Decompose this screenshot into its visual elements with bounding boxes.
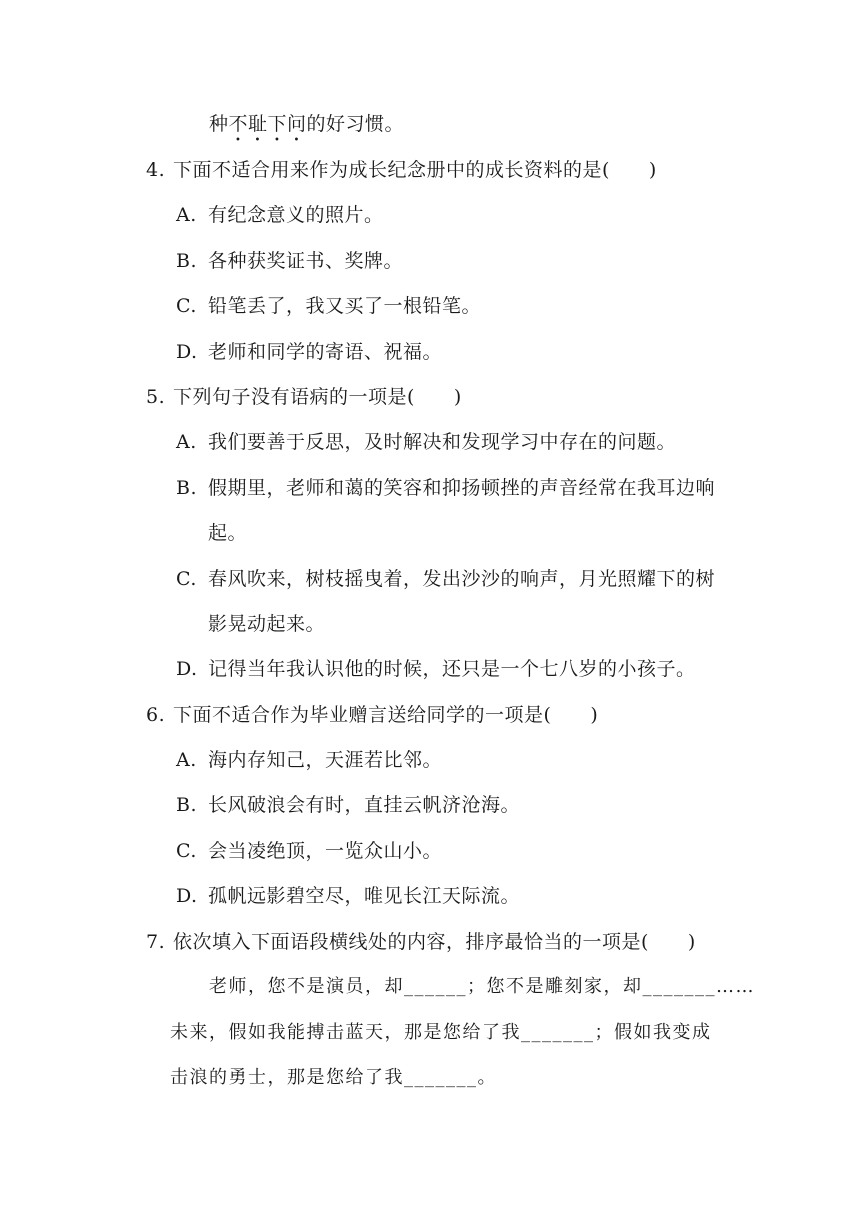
option-4d xyxy=(176,339,442,365)
option-6d xyxy=(176,883,520,909)
option-6b xyxy=(176,792,520,818)
option-text: 各种获奖证书、奖牌。 xyxy=(208,250,404,272)
continuation-line xyxy=(209,111,404,146)
question-number: 6. xyxy=(146,704,166,726)
option-4a xyxy=(176,202,384,228)
option-label: A. xyxy=(176,204,197,226)
option-label: D. xyxy=(176,885,198,907)
option-label: B. xyxy=(176,250,198,272)
question-6-stem xyxy=(146,702,598,728)
question-number: 5. xyxy=(146,386,166,408)
option-text: 春风吹来，树枝摇曳着，发出沙沙的响声，月光照耀下的树 xyxy=(208,568,716,590)
question-text: 下面不适合用来作为成长纪念册中的成长资料的是( ) xyxy=(173,159,657,181)
option-5b xyxy=(176,475,715,501)
option-label: A. xyxy=(176,431,197,453)
option-label: D. xyxy=(176,341,198,363)
option-5c xyxy=(176,566,715,592)
option-text: 海内存知己，天涯若比邻。 xyxy=(208,749,443,771)
question-4-stem xyxy=(146,157,657,183)
question-text: 下列句子没有语病的一项是( ) xyxy=(173,386,462,408)
passage-line-2: 未来，假如我能搏击蓝天，那是您给了我_______；假如我变成 xyxy=(170,1022,712,1043)
question-number: 7. xyxy=(146,931,166,953)
option-4c xyxy=(176,293,481,319)
continuation-post: 的好习惯。 xyxy=(306,113,405,135)
question-text: 下面不适合作为毕业赠言送给同学的一项是( ) xyxy=(173,704,599,726)
passage-line-1: 老师，您不是演员，却______；您不是雕刻家，却_______…… xyxy=(209,976,755,997)
question-7-stem xyxy=(146,929,696,955)
question-text: 依次填入下面语段横线处的内容，排序最恰当的一项是( ) xyxy=(173,931,696,953)
option-label: C. xyxy=(176,568,197,590)
option-5d xyxy=(176,656,696,682)
option-4b xyxy=(176,248,403,274)
option-5a xyxy=(176,429,676,455)
question-number: 4. xyxy=(146,159,166,181)
option-text: 长风破浪会有时，直挂云帆济沧海。 xyxy=(208,794,521,816)
option-6a xyxy=(176,747,442,773)
option-text: 老师和同学的寄语、祝福。 xyxy=(208,341,443,363)
option-6c xyxy=(176,838,442,864)
question-5-stem xyxy=(146,384,462,410)
option-5c-continuation: 影晃动起来。 xyxy=(208,613,326,635)
option-text: 会当凌绝顶，一览众山小。 xyxy=(208,840,443,862)
continuation-pre: 种 xyxy=(209,113,229,135)
option-label: D. xyxy=(176,658,198,680)
option-text: 孤帆远影碧空尽，唯见长江天际流。 xyxy=(208,885,521,907)
passage-line-3: 击浪的勇士，那是您给了我_______。 xyxy=(170,1067,497,1088)
option-text: 我们要善于反思，及时解决和发现学习中存在的问题。 xyxy=(208,431,677,453)
option-label: A. xyxy=(176,749,197,771)
option-label: C. xyxy=(176,840,197,862)
option-label: B. xyxy=(176,477,198,499)
option-label: C. xyxy=(176,295,197,317)
option-text: 有纪念意义的照片。 xyxy=(208,204,384,226)
option-label: B. xyxy=(176,794,198,816)
option-5b-continuation: 起。 xyxy=(208,522,248,544)
option-text: 记得当年我认识他的时候，还只是一个七八岁的小孩子。 xyxy=(208,658,696,680)
option-text: 假期里，老师和蔼的笑容和抑扬顿挫的声音经常在我耳边响 xyxy=(208,477,716,499)
option-text: 铅笔丢了，我又买了一根铅笔。 xyxy=(208,295,482,317)
emphasized-phrase: 不耻下问 xyxy=(228,113,307,135)
